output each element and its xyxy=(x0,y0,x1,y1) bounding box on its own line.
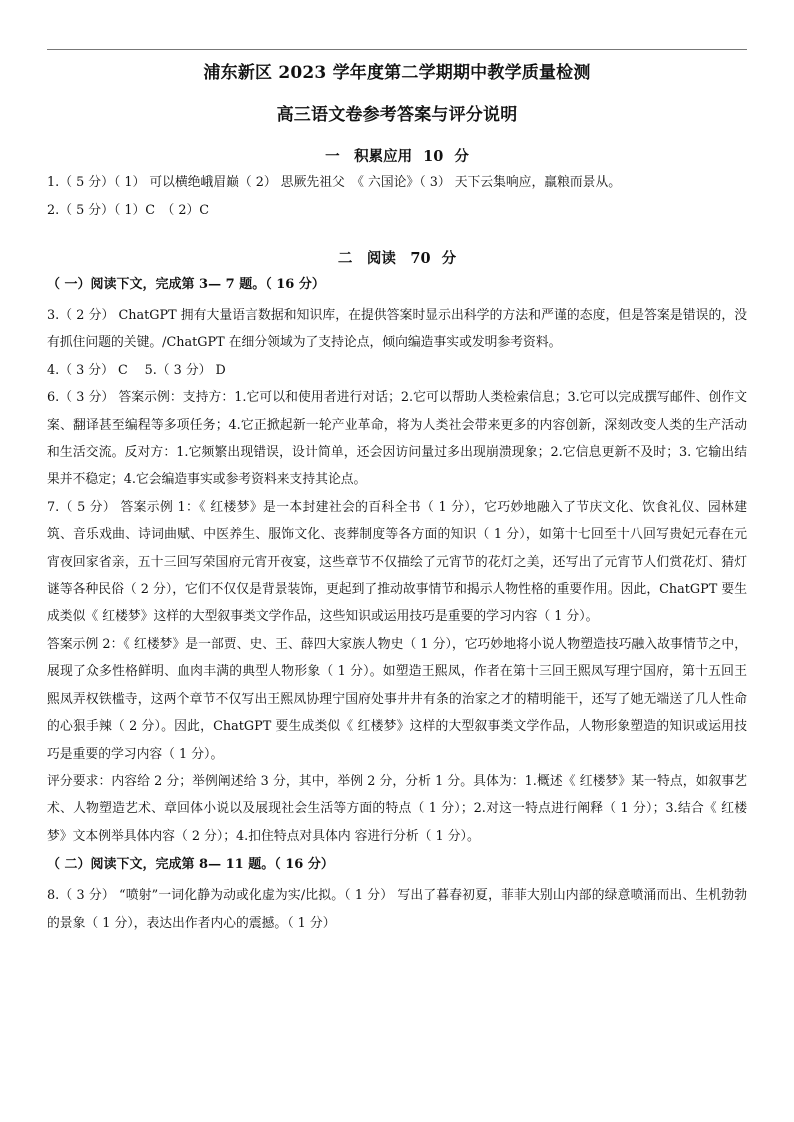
answer-q1: 1.（ 5 分）（ 1） 可以横绝峨眉巅（ 2） 思厥先祖父 《 六国论》（ 3） 天下云集响应，羸粮而景从。 xyxy=(47,175,622,190)
answer-q7-rubric: 评分要求：内容给 2 分；举例阐述给 3 分，其中，举例 2 分，分析 1 分。具体为：1.概述《 红楼梦》某一特点，如叙事艺术、人物塑造艺术、章回体小说以及展现社会生活等方面的特点（ 1 分）；2.对这一特点进行阐释（ 1 分）；3.结合《 红楼梦》文本例举具体内容（ 2 分）；4.扣住特点对具体内 容进行分析（ 1 分）。 xyxy=(47,773,747,844)
section-1-heading: 一 积累应用 10 分 xyxy=(325,148,469,165)
document-subtitle: 高三语文卷参考答案与评分说明 xyxy=(276,105,518,125)
header-rule xyxy=(47,49,747,50)
answer-q8: 8.（ 3 分） “喷射”一词化静为动或化虚为实/比拟。（ 1 分） 写出了暮春初夏，菲菲大别山内部的绿意喷涌而出、生机勃勃的景象（ 1 分），表达出作者内心的震撼。（ 1 分） xyxy=(47,888,747,931)
subsection-2-heading: （ 二）阅读下文，完成第 8— 11 题。（ 16 分） xyxy=(47,857,334,873)
answer-q6: 6.（ 3 分） 答案示例：支持方：1.它可以和使用者进行对话；2.它可以帮助人类检索信息；3.它可以完成撰写邮件、创作文案、翻译甚至编程等多项任务；4.它正掀起新一轮产业革命，将为人类社会带来更多的内容创新，深刻改变人类的生产活动和生活交流。反对方：1.它频繁出现错误，设计简单，还会因访问量过多出现崩溃现象；2.它信息更新不及时；3. 它输出结果并不稳定；4.它会编造事实或参考资料来支持其论点。 xyxy=(47,390,747,488)
answer-q7-example-2: 答案示例 2：《 红楼梦》是一部贾、史、王、薛四大家族人物史（ 1 分），它巧妙地将小说人物塑造技巧融入故事情节之中，展现了众多性格鲜明、血肉丰满的典型人物形象（ 1 分）。如塑造王熙凤，作者在第十三回王熙凤写理宁国府，第十五回王熙凤弄权铁槛寺，这两个章节不仅写出王熙凤协理宁国府处事井井有条的治家之才的精明能干，还写了她无端送了几人性命的心狠手辣（ 2 分）。因此，ChatGPT 要生成类似《 红楼梦》这样的大型叙事类文学作品，人物形象塑造的知识或运用技巧是重要的学习内容（ 1 分）。 xyxy=(47,636,747,762)
answer-q7-example-1: 7.（ 5 分） 答案示例 1：《 红楼梦》是一本封建社会的百科全书（ 1 分），它巧妙地融入了节庆文化、饮食礼仪、园林建筑、音乐戏曲、诗词曲赋、中医养生、服饰文化、丧葬制度等各方面的知识（ 1 分），如第十七回至十八回写贵妃元春在元宵夜回家省亲，五十三回写荣国府元宵开夜宴，这些章节不仅描绘了元宵节的花灯之美，还写出了元宵节人们赏花灯、猜灯谜等各种民俗（ 2 分），它们不仅仅是背景装饰，更起到了推动故事情节和揭示人物性格的重要作用。因此，ChatGPT 要生成类似《 红楼梦》这样的大型叙事类文学作品，这些知识或运用技巧是重要的学习内容（ 1 分）。 xyxy=(47,499,747,625)
answer-q2: 2.（ 5 分）（ 1）C （ 2）C xyxy=(47,203,210,218)
answer-q3: 3.（ 2 分） ChatGPT 拥有大量语言数据和知识库，在提供答案时显示出科学的方法和严谨的态度，但是答案是错误的，没有抓住问题的关键。/ChatGPT 在细分领域为了支持论点，倾向编造事实或发明参考资料。 xyxy=(47,308,747,351)
document-title: 浦东新区 2023 学年度第二学期期中教学质量检测 xyxy=(203,63,591,83)
answer-document xyxy=(47,60,747,937)
answer-q4-q5: 4.（ 3 分） C 5.（ 3 分） D xyxy=(47,362,226,378)
section-2-heading: 二 阅读 70 分 xyxy=(337,250,457,267)
subsection-1-heading: （ 一）阅读下文，完成第 3— 7 题。（ 16 分） xyxy=(47,277,325,292)
